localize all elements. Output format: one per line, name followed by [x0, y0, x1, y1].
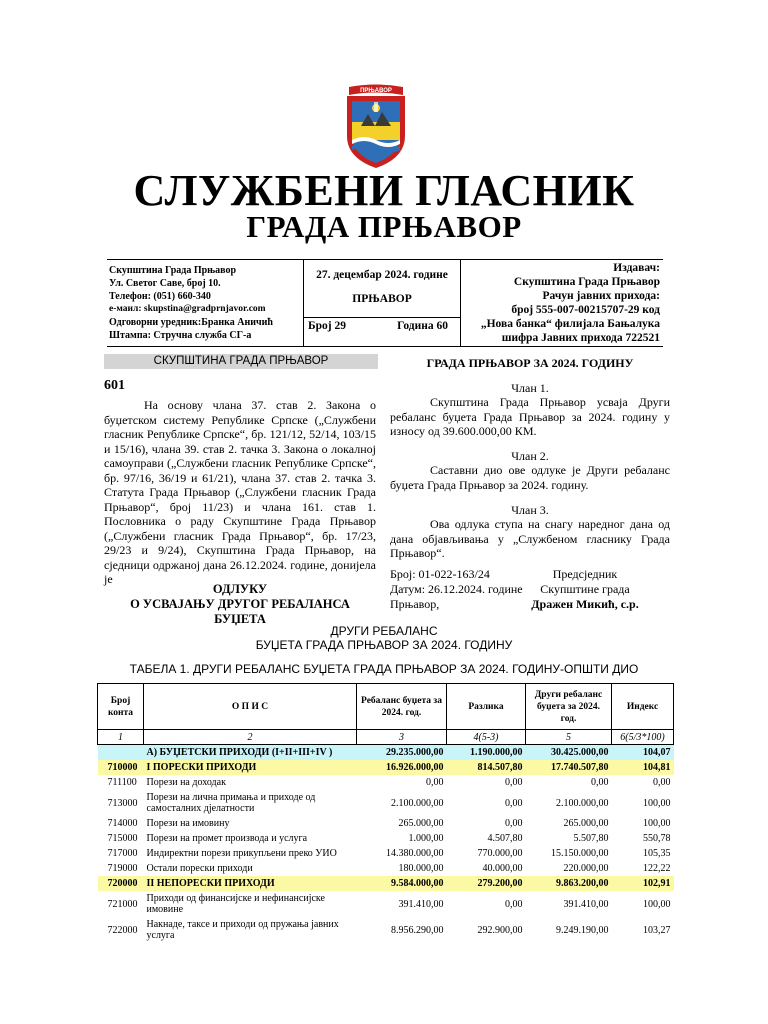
preamble-text: На основу члана 37. став 2. Закона о буџетском систему Републике Српске („Службени гласник Републике Српске“, бр. 121/12, 52/14, 103/15 и 15/16), члана 39. став 2. тачка 3. Закона о локалној самоуправи („Службени гласник Републике Српске“, бр. 97/16, 36/19 и 61/21), члана 37. став 2. тачка 3. Статута Града Прњавор („Службени гласник Града Прњавор“, број 11/23) и члана 161. став 1. Пословника о раду Скупштине Града Прњавор („Службени гласник Града Прњавор“, бр. 17/23, 29/23 и 9/24), Скупштина Града Прњавор, на сједници одржаној дана 26.12.2024. године, донијела је	[104, 398, 376, 586]
second-rebalance-amount-cell: 0,00	[591, 777, 609, 788]
index-value-cell: 0,00	[653, 777, 671, 788]
contact-line: Скупштина Града Прњавор	[109, 265, 237, 276]
table-row	[98, 760, 674, 775]
account-code-cell: 714000	[107, 818, 138, 829]
rebalance-amount-cell: 265.000,00	[398, 818, 444, 829]
column-index: 2	[144, 730, 357, 745]
index-value-cell: 100,00	[643, 898, 671, 910]
crest-lettering: ПРЊАВОР	[360, 88, 392, 94]
second-rebalance-amount-cell: 9.249.190,00	[556, 924, 609, 936]
column-header-difference: Разлика	[447, 684, 526, 730]
rebalance-amount-cell: 9.584.000,00	[357, 876, 447, 891]
gazette-title: СЛУЖБЕНИ ГЛАСНИК	[133, 166, 635, 215]
table-row	[98, 876, 674, 891]
column-index: 6(5/3*100)	[612, 730, 674, 745]
column-index: 4(5-3)	[447, 730, 526, 745]
index-value-cell: 550,78	[643, 833, 671, 844]
column-header-rebalance: Ребаланс буџета за 2024. год.	[357, 684, 447, 730]
budget-table	[97, 683, 674, 943]
budget-subheading: БУЏЕТА ГРАДА ПРЊАВОР ЗА 2024. ГОДИНУ	[255, 638, 513, 652]
index-value-cell: 104,07	[612, 745, 674, 761]
second-rebalance-amount-cell: 30.425.000,00	[526, 745, 612, 761]
account-line: шифра Јавних прихода 722521	[501, 332, 660, 344]
column-header-index: Индекс	[612, 684, 674, 730]
description-cell: I ПОРЕСКИ ПРИХОДИ	[144, 760, 357, 775]
document-number: Број: 01-022-163/24	[390, 567, 490, 581]
table-row	[98, 846, 674, 861]
account-code-cell: 721000	[107, 898, 138, 910]
article-2-text: Саставни дио ове одлуке је Други ребаланс буџета Града Прњавор за 2024. годину.	[390, 463, 670, 492]
description-cell: А) БУЏЕТСКИ ПРИХОДИ (I+II+III+IV )	[144, 745, 357, 761]
city-crest-logo	[341, 84, 411, 170]
article-3-title: Члан 3.	[511, 503, 549, 517]
gazette-subtitle: ГРАДА ПРЊАВОР	[246, 209, 522, 244]
difference-amount-cell: 1.190.000,00	[447, 745, 526, 761]
table-row	[98, 790, 674, 816]
table-row	[98, 745, 674, 761]
account-code-cell: 719000	[107, 863, 138, 874]
account-line: Издавач:	[613, 262, 660, 274]
description-cell: Порези на лична примања и приходе од самосталних дјелатности	[146, 792, 316, 814]
account-line: број 555-007-00215707-29 код	[511, 304, 660, 316]
rebalance-amount-cell: 8.956.290,00	[391, 924, 444, 936]
section-bar: СКУПШТИНА ГРАДА ПРЊАВОР	[104, 354, 378, 369]
description-cell: Приходи од финансијске и нефинансијске имовине	[146, 893, 325, 915]
account-code-cell: 710000	[98, 760, 144, 775]
second-rebalance-amount-cell: 220.000,00	[563, 863, 609, 874]
column-index: 1	[98, 730, 144, 745]
column-index: 5	[526, 730, 612, 745]
account-line: „Нова банка“ филијала Бањалука	[480, 318, 660, 330]
difference-amount-cell: 292.900,00	[477, 924, 523, 936]
publication-info-box	[107, 259, 663, 347]
account-code-cell	[98, 745, 144, 761]
second-rebalance-amount-cell: 9.863.200,00	[526, 876, 612, 891]
signatory-body: Скупштине града	[540, 582, 630, 596]
account-line: Рачун јавних прихода:	[542, 290, 660, 302]
index-value-cell: 102,91	[612, 876, 674, 891]
table-row	[98, 831, 674, 846]
table-row	[98, 775, 674, 790]
document-date: Датум: 26.12.2024. године	[390, 582, 523, 596]
decision-title	[104, 582, 376, 627]
contact-line: Одговорни уредник:Бранка Аничић	[109, 317, 273, 328]
difference-amount-cell: 814.507,80	[447, 760, 526, 775]
contact-line: Телефон: (051) 660-340	[109, 291, 211, 302]
rebalance-amount-cell: 391.410,00	[398, 898, 444, 910]
decision-title-line2: О УСВАЈАЊУ ДРУГОГ РЕБАЛАНСА БУЏЕТА	[130, 597, 350, 626]
rebalance-amount-cell: 14.380.000,00	[386, 848, 444, 859]
description-cell: Порези на промет производа и услуга	[146, 833, 308, 844]
table-row	[98, 891, 674, 917]
difference-amount-cell: 770.000,00	[477, 848, 523, 859]
document-place: Прњавор,	[390, 597, 440, 611]
index-value-cell: 100,00	[643, 818, 671, 829]
index-value-cell: 105,35	[643, 848, 671, 859]
account-line: Скупштина Града Прњавор	[513, 276, 660, 288]
column-header-account: Број конта	[98, 684, 144, 730]
column-index: 3	[357, 730, 447, 745]
issue-info	[303, 260, 461, 346]
column-header-second-rebalance: Други ребаланс буџета за 2024. год.	[526, 684, 612, 730]
rebalance-amount-cell: 2.100.000,00	[391, 797, 444, 809]
article-2-title: Члан 2.	[511, 449, 549, 463]
index-value-cell: 103,27	[643, 924, 671, 936]
account-code-cell: 715000	[107, 833, 138, 844]
account-code-cell: 720000	[98, 876, 144, 891]
difference-amount-cell: 0,00	[505, 898, 523, 910]
difference-amount-cell: 0,00	[505, 777, 523, 788]
second-rebalance-amount-cell: 2.100.000,00	[556, 797, 609, 809]
account-code-cell: 722000	[107, 924, 138, 936]
contact-line: Ул. Светог Саве, број 10.	[109, 278, 221, 289]
description-cell: Порези на доходак	[146, 777, 226, 788]
index-value-cell: 122,22	[643, 863, 671, 874]
contact-email: е-маил: skupstina@gradprnjavor.com	[109, 304, 266, 314]
decision-title-line1: ОДЛУКУ	[212, 582, 268, 596]
signatory-role: Предсједник	[552, 567, 618, 581]
budget-heading: ДРУГИ РЕБАЛАНС	[330, 624, 438, 638]
contact-line: Штампа: Стручна служба СГ-а	[109, 330, 252, 341]
issue-city: ПРЊАВОР	[352, 293, 412, 305]
table-row	[98, 861, 674, 876]
second-rebalance-amount-cell: 265.000,00	[563, 818, 609, 829]
rebalance-amount-cell: 180.000,00	[398, 863, 444, 874]
description-cell: Остали порески приходи	[146, 863, 253, 874]
account-code-cell: 711100	[107, 777, 137, 788]
article-1-text: Скупштина Града Прњавор усваја Други ребаланс буџета Града Прњавор за 2024. годину у износу од 39.600.000,00 КМ.	[390, 395, 670, 438]
table-row	[98, 816, 674, 831]
difference-amount-cell: 4.507,80	[487, 833, 523, 844]
act-number: 601	[104, 378, 125, 393]
difference-amount-cell: 40.000,00	[482, 863, 523, 874]
account-code-cell: 717000	[107, 848, 138, 859]
table-title: ТАБЕЛА 1. ДРУГИ РЕБАЛАНС БУЏЕТА ГРАДА ПРЊАВОР ЗА 2024. ГОДИНУ-ОПШТИ ДИО	[129, 662, 639, 676]
issue-number: Број 29	[308, 320, 346, 332]
publisher-account	[460, 260, 660, 347]
rebalance-amount-cell: 1.000,00	[408, 833, 444, 844]
account-code-cell: 713000	[107, 797, 138, 809]
rebalance-amount-cell: 29.235.000,00	[357, 745, 447, 761]
difference-amount-cell: 279.200,00	[447, 876, 526, 891]
index-value-cell: 100,00	[643, 797, 671, 809]
difference-amount-cell: 0,00	[505, 797, 523, 809]
second-rebalance-amount-cell: 5.507,80	[573, 833, 609, 844]
column-header-description: О П И С	[144, 684, 357, 730]
decision-heading-continued: ГРАДА ПРЊАВОР ЗА 2024. ГОДИНУ	[426, 356, 634, 370]
article-3-text: Ова одлука ступа на снагу наредног дана од дана објављивања у „Службеном гласнику Града Прњавор“.	[390, 517, 670, 560]
rebalance-amount-cell: 16.926.000,00	[357, 760, 447, 775]
signatory-name: Дражен Микић, с.р.	[531, 597, 639, 611]
table-row	[98, 917, 674, 943]
issue-date: 27. децембар 2024. године	[316, 269, 448, 281]
index-value-cell: 104,81	[612, 760, 674, 775]
rebalance-amount-cell: 0,00	[426, 777, 444, 788]
description-cell: Порези на имовину	[146, 818, 230, 829]
second-rebalance-amount-cell: 15.150.000,00	[551, 848, 609, 859]
second-rebalance-amount-cell: 17.740.507,80	[526, 760, 612, 775]
article-1-title: Члан 1.	[511, 381, 549, 395]
second-rebalance-amount-cell: 391.410,00	[563, 898, 609, 910]
description-cell: Накнаде, таксе и приходи од пружања јавних услуга	[146, 919, 339, 941]
publisher-contact	[109, 260, 302, 350]
description-cell: II НЕПОРЕСКИ ПРИХОДИ	[144, 876, 357, 891]
difference-amount-cell: 0,00	[505, 818, 523, 829]
description-cell: Индиректни порези прикупљени преко УИО	[146, 848, 337, 859]
issue-year: Година 60	[397, 320, 448, 332]
